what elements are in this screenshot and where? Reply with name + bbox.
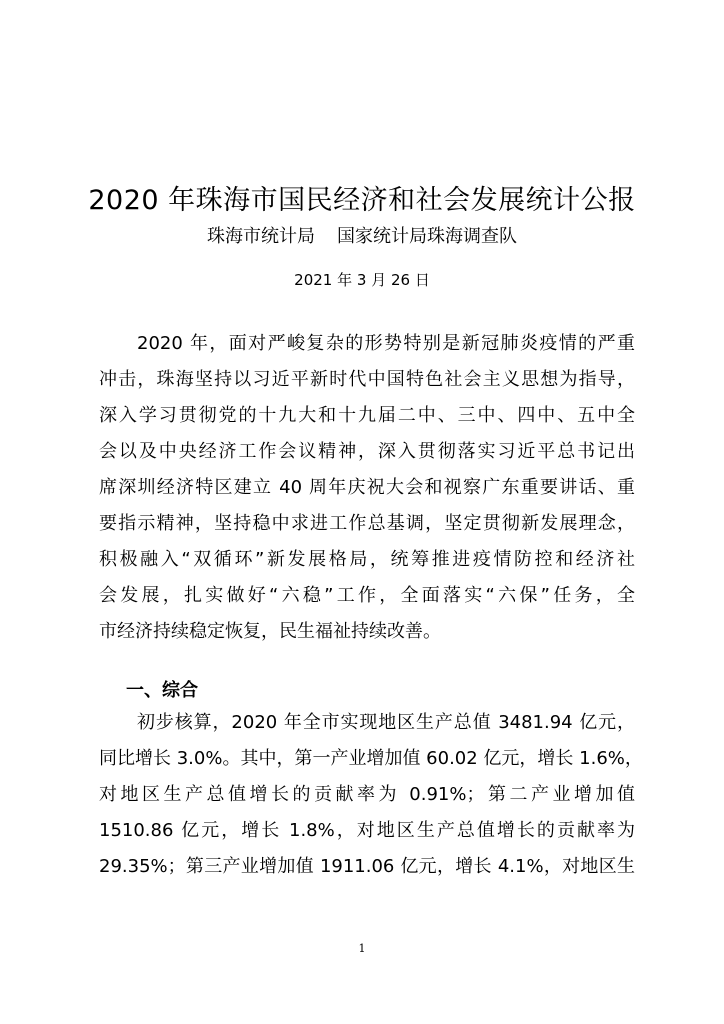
document-date: 2021 年 3 月 26 日: [294, 271, 430, 289]
paragraph-line: 同比增长 3.0%。其中，第一产业增加值 60.02 亿元，增长 1.6%，: [99, 748, 643, 769]
document-authors: [0, 222, 724, 248]
paragraph-line: 2020 年，面对严峻复杂的形势特别是新冠肺炎疫情的严重: [137, 333, 635, 354]
paragraph-line: 29.35%；第三产业增加值 1911.06 亿元，增长 4.1%，对地区生: [99, 856, 635, 877]
paragraph-line: 1510.86 亿元，增长 1.8%，对地区生产总值增长的贡献率为: [99, 820, 635, 841]
paragraph-line: 积极融入“双循环”新发展格局，统筹推进疫情防控和经济社: [99, 549, 635, 570]
paragraph-line: 会发展，扎实做好“六稳”工作，全面落实“六保”任务，全: [99, 585, 635, 606]
document-title: 2020 年珠海市国民经济和社会发展统计公报: [88, 185, 636, 216]
author-survey-team: 国家统计局珠海调查队: [337, 226, 517, 247]
paragraph-line: 冲击，珠海坚持以习近平新时代中国特色社会主义思想为指导，: [99, 369, 635, 390]
paragraph-line: 会以及中央经济工作会议精神，深入贯彻落实习近平总书记出: [99, 441, 635, 462]
paragraph-line: 对地区生产总值增长的贡献率为 0.91%；第二产业增加值: [99, 784, 635, 805]
author-bureau: 珠海市统计局: [207, 226, 315, 247]
section-heading-overview: 一、综合: [126, 680, 198, 701]
page-number: 1: [358, 942, 366, 955]
paragraph-line: 深入学习贯彻党的十九大和十九届二中、三中、四中、五中全: [99, 405, 635, 426]
paragraph-line: 要指示精神，坚持稳中求进工作总基调，坚定贯彻新发展理念，: [99, 513, 635, 534]
paragraph-line: 席深圳经济特区建立 40 周年庆祝大会和视察广东重要讲话、重: [99, 477, 635, 498]
paragraph-line: 初步核算，2020 年全市实现地区生产总值 3481.94 亿元，: [137, 712, 635, 733]
paragraph-line: 市经济持续稳定恢复，民生福祉持续改善。: [99, 621, 441, 642]
